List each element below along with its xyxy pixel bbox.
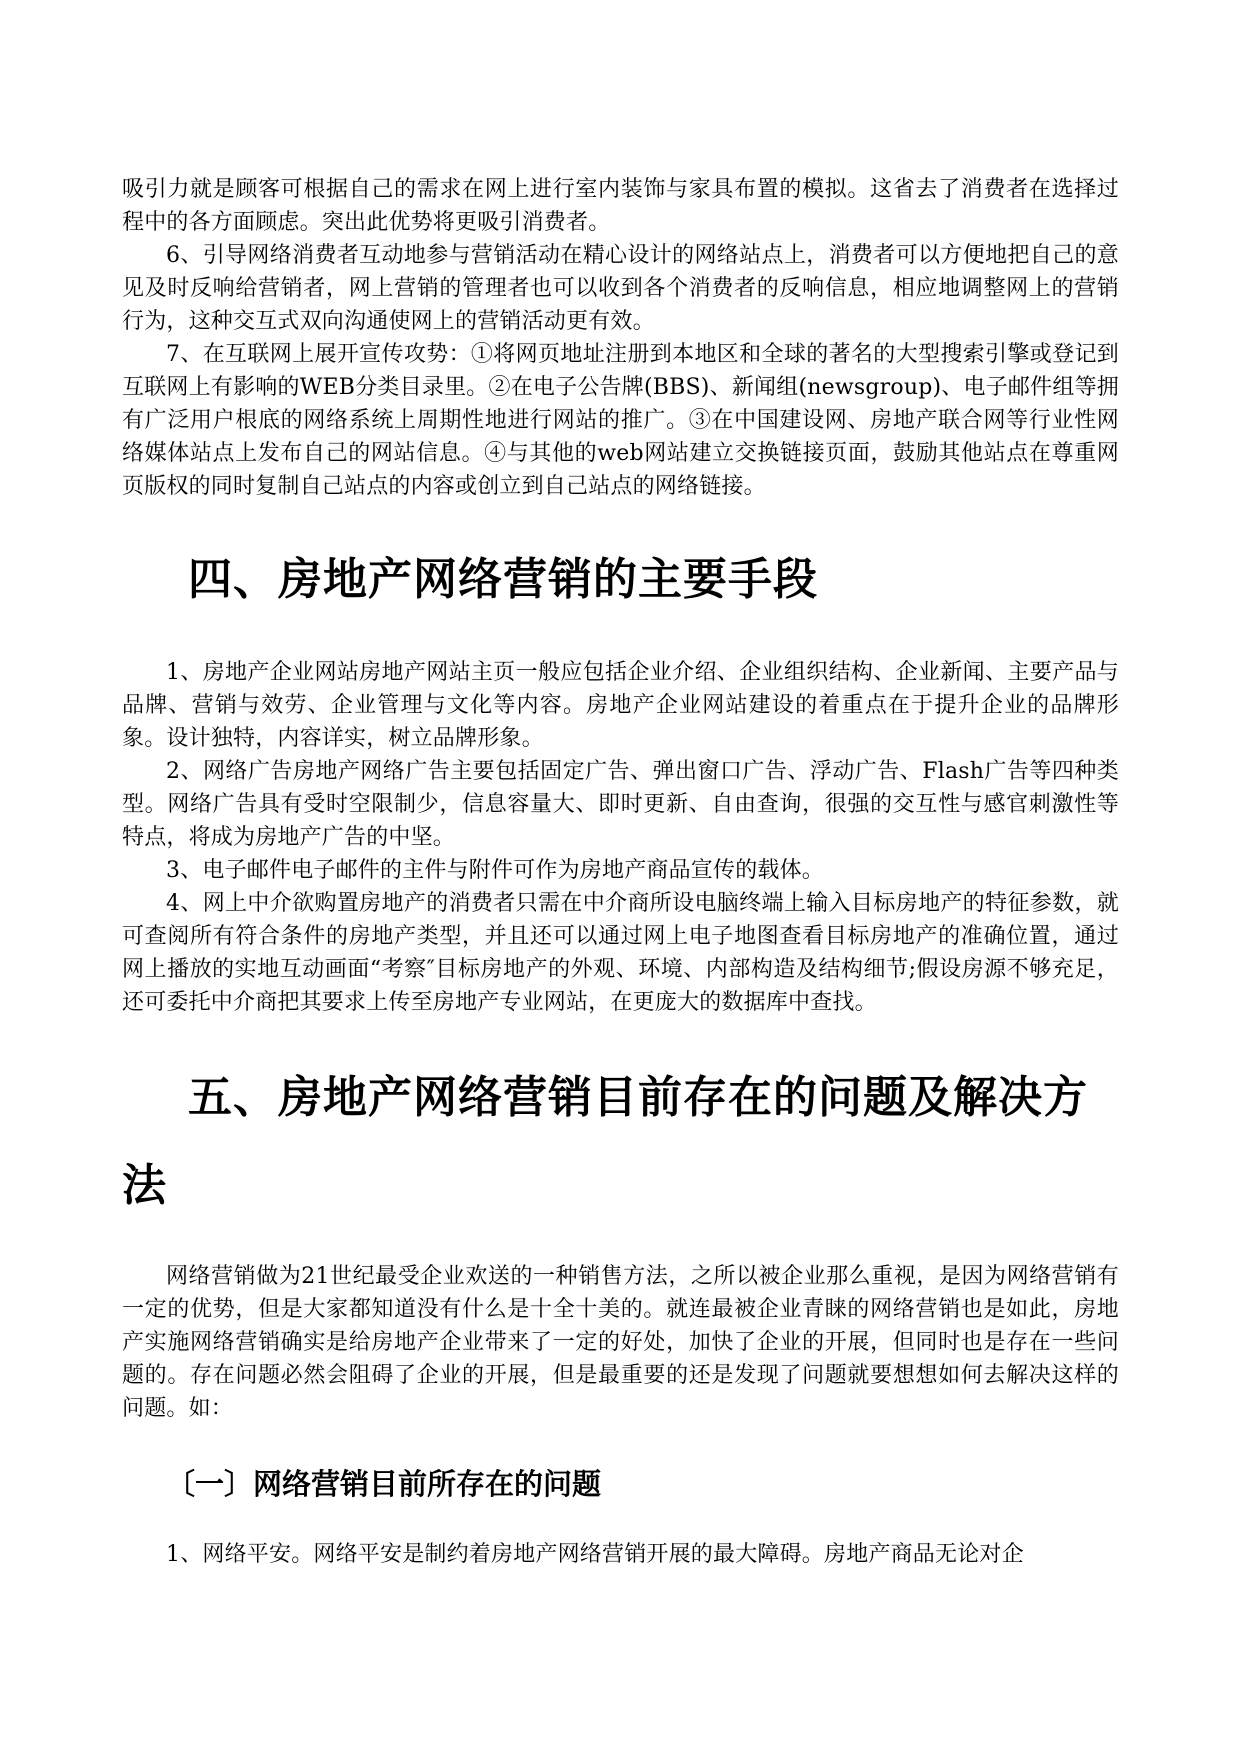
- section-4-paragraph-4: 4、网上中介欲购置房地产的消费者只需在中介商所设电脑终端上输入目标房地产的特征参数，就可查阅所有符合条件的房地产类型，并且还可以通过网上电子地图查看目标房地产的准确位置，通过网上播放的实地互动画面“考察″目标房地产的外观、环境、内部构造及结构细节;假设房源不够充足，还可委托中介商把其要求上传至房地产专业网站，在更庞大的数据库中查找。: [122, 891, 1119, 1015]
- section-5-paragraph-1: 网络营销做为21世纪最受企业欢送的一种销售方法，之所以被企业那么重视，是因为网络营销有一定的优势，但是大家都知道没有什么是十全十美的。就连最被企业青睐的网络营销也是如此，房地产实施网络营销确实是给房地产企业带来了一定的好处，加快了企业的开展，但同时也是存在一些问题的。存在问题必然会阻碍了企业的开展，但是最重要的还是发现了问题就要想想如何去解决这样的问题。如：: [122, 1264, 1119, 1421]
- section-4-paragraph-3: 3、电子邮件电子邮件的主件与附件可作为房地产商品宣传的载体。: [166, 858, 824, 883]
- section-4-heading: 四、房地产网络营销的主要手段: [188, 554, 818, 605]
- section-5-heading: 五、房地产网络营销目前存在的问题及解决方法: [122, 1072, 1088, 1211]
- intro-paragraph-item-7: 7、在互联网上展开宣传攻势：①将网页地址注册到本地区和全球的著名的大型搜索引擎或登记到互联网上有影响的WEB分类目录里。②在电子公告牌(BBS)、新闻组(newsgroup)、电子邮件组等拥有广泛用户根底的网络系统上周期性地进行网站的推广。③在中国建设网、房地产联合网等行业性网络媒体站点上发布自己的网站信息。④与其他的web网站建立交换链接页面，鼓励其他站点在尊重网页版权的同时复制自己站点的内容或创立到自己站点的网络链接。: [122, 342, 1119, 499]
- subsection-1-heading: 〔一〕网络营销目前所存在的问题: [166, 1467, 602, 1501]
- section-4-paragraph-2: 2、网络广告房地产网络广告主要包括固定广告、弹出窗口广告、浮动广告、Flash广告等四种类型。网络广告具有受时空限制少，信息容量大、即时更新、自由查询，很强的交互性与感官刺激性等特点，将成为房地产广告的中坚。: [122, 759, 1119, 850]
- document-page: [122, 173, 1119, 1571]
- intro-paragraph-continued: 吸引力就是顾客可根据自己的需求在网上进行室内装饰与家具布置的模拟。这省去了消费者在选择过程中的各方面顾虑。突出此优势将更吸引消费者。: [122, 177, 1119, 235]
- subsection-1-paragraph-1: 1、网络平安。网络平安是制约着房地产网络营销开展的最大障碍。房地产商品无论对企: [166, 1542, 1024, 1567]
- section-4-paragraph-1: 1、房地产企业网站房地产网站主页一般应包括企业介绍、企业组织结构、企业新闻、主要产品与品牌、营销与效劳、企业管理与文化等内容。房地产企业网站建设的着重点在于提升企业的品牌形象。设计独特，内容详实，树立品牌形象。: [122, 660, 1119, 751]
- intro-paragraph-item-6: 6、引导网络消费者互动地参与营销活动在精心设计的网络站点上，消费者可以方便地把自己的意见及时反响给营销者，网上营销的管理者也可以收到各个消费者的反响信息，相应地调整网上的营销行为，这种交互式双向沟通使网上的营销活动更有效。: [122, 243, 1119, 334]
